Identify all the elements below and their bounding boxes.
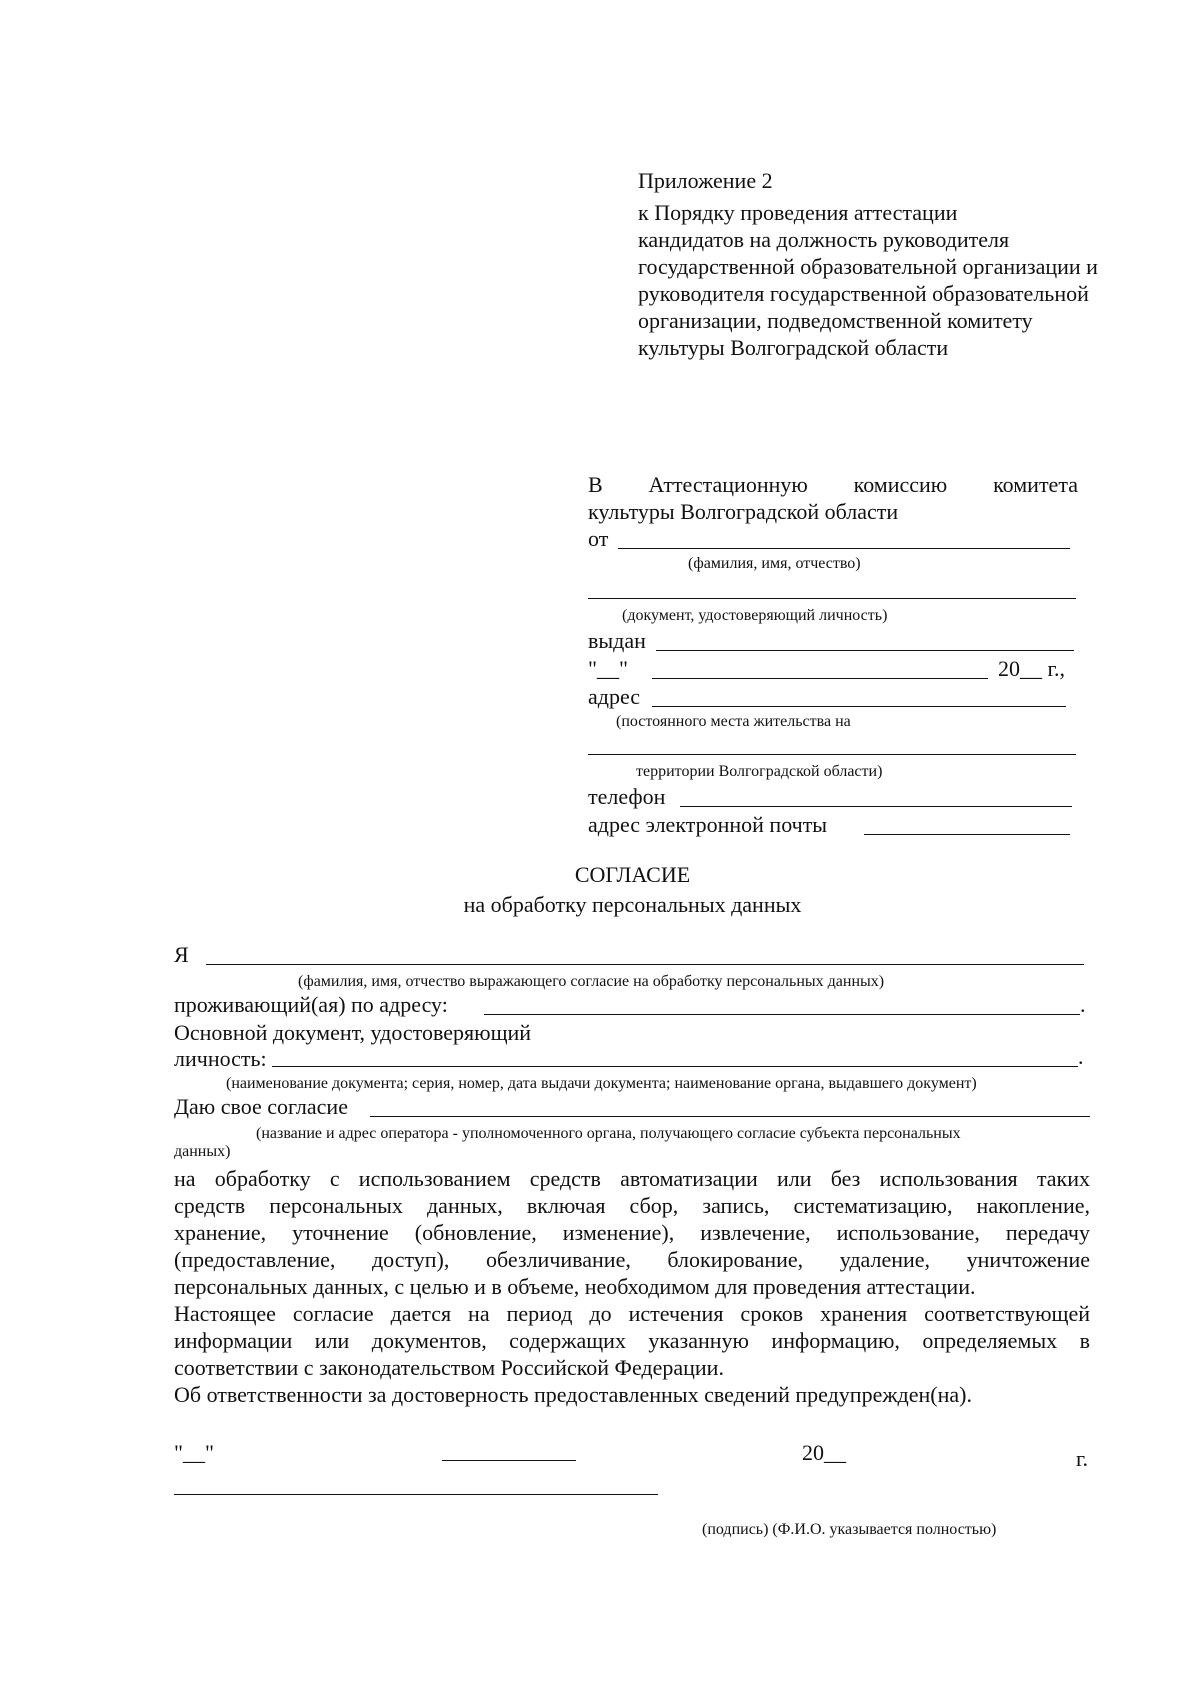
- address-field[interactable]: [652, 706, 1066, 707]
- operator-hint-1: (название и адрес оператора - уполномоченного органа, получающего согласие субъекта персональных: [256, 1125, 961, 1142]
- operator-field[interactable]: [370, 1116, 1090, 1117]
- annex-title: Приложение 2: [638, 168, 773, 193]
- subject-fio-hint: (фамилия, имя, отчество выражающего согласие на обработку персональных данных): [298, 973, 885, 990]
- addressee-to-line-2: культуры Волгоградской области: [588, 499, 899, 524]
- doc-period: .: [1078, 1044, 1084, 1069]
- body-line-8: соответствии с законодательством Российской Федерации.: [174, 1355, 724, 1380]
- date-year: 20__: [802, 1440, 846, 1465]
- operator-hint-2: данных): [174, 1143, 231, 1160]
- address-field-2[interactable]: [588, 754, 1076, 755]
- issued-year-label: 20__ г.,: [998, 656, 1066, 681]
- body-line-4: (предоставление, доступ), обезличивание, блокирование, удаление, уничтожение: [174, 1247, 1090, 1272]
- identity-doc-hint: (документ, удостоверяющий личность): [622, 607, 888, 624]
- fio-hint: (фамилия, имя, отчество): [688, 555, 861, 572]
- addressee-word-2: Аттестационную: [648, 472, 808, 497]
- body-line-7: информации или документов, содержащих указанную информацию, определяемых в: [174, 1328, 1090, 1353]
- subject-doc-hint: (наименование документа; серия, номер, дата выдачи документа; наименование органа, выдавшего документ): [226, 1075, 977, 1092]
- phone-field[interactable]: [680, 806, 1072, 807]
- doc-label-2: личность:: [174, 1046, 267, 1071]
- address-label: адрес: [588, 684, 641, 709]
- subject-fio-field[interactable]: [206, 964, 1084, 965]
- annex-line-1: к Порядку проведения аттестации: [638, 200, 958, 225]
- issued-date-field[interactable]: [652, 678, 988, 679]
- body-line-5: персональных данных, с целью и в объеме, необходимом для проведения аттестации.: [174, 1274, 976, 1299]
- consent-subtitle: на обработку персональных данных: [463, 892, 802, 917]
- issued-label: выдан: [588, 628, 646, 653]
- signature-field[interactable]: [174, 1494, 658, 1495]
- email-label: адрес электронной почты: [588, 812, 828, 837]
- body-line-1: на обработку с использованием средств автоматизации или без использования таких: [174, 1166, 1090, 1191]
- consent-title: СОГЛАСИЕ: [574, 862, 691, 887]
- addressee-word-3: комиссию: [853, 472, 948, 497]
- annex-line-4: руководителя государственной образовательной: [638, 281, 1089, 306]
- address-hint-1: (постоянного места жительства на: [616, 713, 851, 730]
- addressee-word-4: комитета: [993, 472, 1078, 497]
- date-year-suffix: г.: [1076, 1446, 1089, 1471]
- residing-period: .: [1080, 992, 1086, 1017]
- annex-line-2: кандидатов на должность руководителя: [638, 227, 1010, 252]
- annex-line-3: государственной образовательной организации и: [638, 254, 1098, 279]
- give-consent-label: Даю свое согласие: [174, 1094, 348, 1119]
- annex-line-5: организации, подведомственной комитету: [638, 308, 1033, 333]
- doc-label-1: Основной документ, удостоверяющий: [174, 1020, 532, 1045]
- body-line-3: хранение, уточнение (обновление, изменение), извлечение, использование, передачу: [174, 1220, 1090, 1245]
- issued-date-quote: "__": [588, 656, 628, 681]
- signature-hint: (подпись) (Ф.И.О. указывается полностью): [702, 1521, 997, 1538]
- from-fio-field[interactable]: [618, 548, 1070, 549]
- body-line-6: Настоящее согласие дается на период до истечения сроков хранения соответствующей: [174, 1301, 1090, 1326]
- subject-doc-field[interactable]: [272, 1066, 1078, 1067]
- address-hint-2: территории Волгоградской области): [636, 763, 883, 780]
- i-label: Я: [174, 942, 189, 967]
- addressee-word-1: В: [588, 472, 603, 497]
- residing-address-field[interactable]: [484, 1014, 1080, 1015]
- date-quote: "__": [174, 1440, 214, 1465]
- phone-label: телефон: [588, 784, 666, 809]
- residing-label: проживающий(ая) по адресу:: [174, 992, 448, 1017]
- date-month-field[interactable]: [442, 1460, 576, 1461]
- identity-doc-field[interactable]: [588, 598, 1076, 599]
- body-line-2: средств персональных данных, включая сбор, запись, систематизацию, накопление,: [174, 1193, 1090, 1218]
- annex-line-6: культуры Волгоградской области: [638, 335, 949, 360]
- from-label: от: [588, 526, 609, 551]
- body-line-9: Об ответственности за достоверность предоставленных сведений предупрежден(на).: [174, 1382, 972, 1407]
- addressee-to-line: [588, 472, 1078, 498]
- email-field[interactable]: [864, 834, 1070, 835]
- issued-by-field[interactable]: [656, 650, 1074, 651]
